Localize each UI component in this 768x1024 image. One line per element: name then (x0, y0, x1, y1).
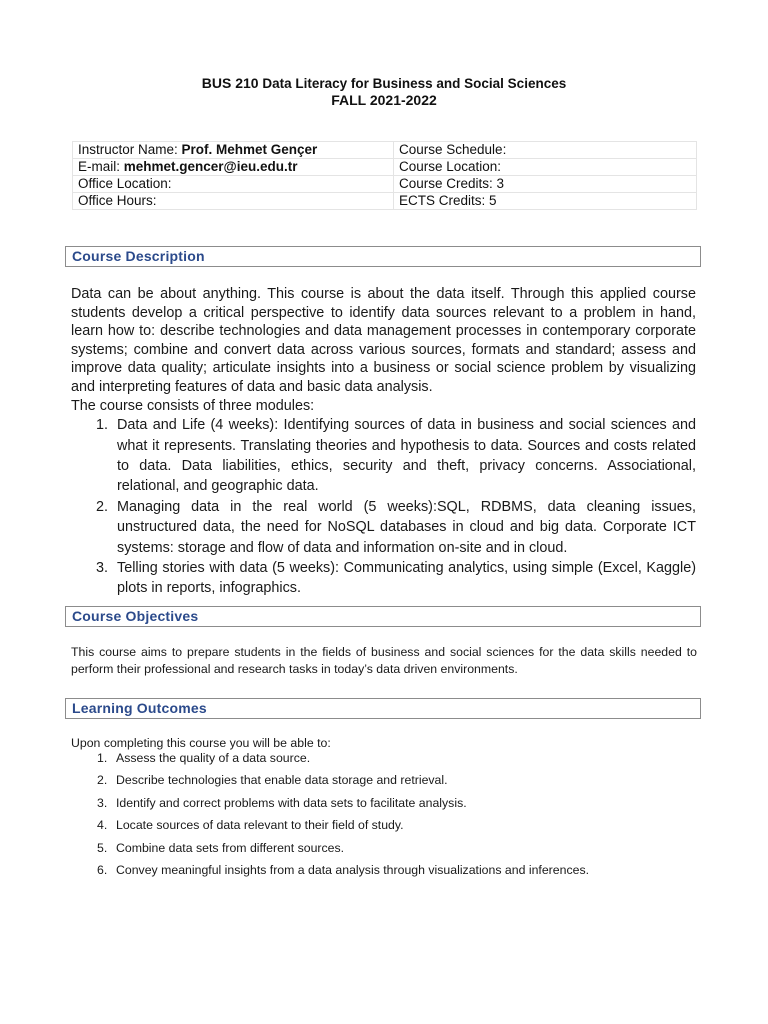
email-value[interactable]: mehmet.gencer@ieu.edu.tr (123, 159, 298, 174)
instructor-name-label: Instructor Name: (78, 142, 182, 157)
office-location-cell (73, 176, 394, 193)
course-schedule-cell (394, 142, 697, 159)
list-number: 1. (96, 417, 109, 434)
office-location-label: Office Location: (78, 176, 172, 191)
list-number: 1. (97, 751, 108, 765)
course-description-body (71, 285, 696, 599)
ects-credits-cell (394, 193, 697, 210)
list-item (71, 497, 696, 558)
list-item (71, 796, 697, 819)
outcome-text: Describe technologies that enable data storage and retrieval. (116, 773, 448, 787)
list-item (71, 863, 697, 886)
course-credits-label: Course Credits: (399, 176, 497, 191)
course-name: Data Literacy for Business and Social Sciences (262, 76, 567, 91)
list-number: 3. (96, 560, 109, 576)
instructor-name-cell (73, 142, 394, 159)
list-number: 4. (97, 818, 108, 833)
outcome-text: Assess the quality of a data source. (116, 751, 311, 765)
course-code: BUS 210 (201, 75, 259, 91)
list-number: 2. (97, 773, 108, 787)
module-text: Telling stories with data (5 weeks): Communicating analytics, using simple (Excel, Kaggle) plots in reports, infographics. (117, 560, 696, 597)
list-number: 6. (97, 863, 108, 878)
course-description-heading: Course Description (65, 246, 701, 267)
ects-credits-value: 5 (489, 193, 497, 208)
table-row (73, 176, 697, 193)
module-text: Data and Life (4 weeks): Identifying sources of data in business and social sciences and what it represents. Translating theories and hypothesis to data. Sources and costs related to data. Data liabilities, ethics, security and theft, privacy concerns. Associational, relational, and geographic data. (117, 417, 696, 495)
modules-list (71, 415, 696, 599)
learning-outcomes-list (71, 751, 697, 886)
course-description-paragraph: Data can be about anything. This course is about the data itself. Through this applied course students develop a critical perspective to identify data sources relevant to a problem in hand, learn how to: describe technologies and data management processes in contemporary corporate systems; combine and convert data across various sources, formats and standard; assess and improve data quality; articulate insights into a business or social science problem by visualizing and interpreting features of data and basic data analysis. (71, 286, 696, 395)
course-objectives-heading: Course Objectives (65, 606, 701, 627)
course-objectives-paragraph: This course aims to prepare students in the fields of business and social sciences for the data skills needed to perform their professional and research tasks in today’s data driven environments. (71, 645, 697, 676)
email-label: E-mail: (78, 159, 124, 174)
learning-outcomes-body (71, 736, 697, 886)
list-number: 3. (97, 795, 108, 810)
instructor-name-value: Prof. Mehmet Gençer (181, 142, 318, 157)
ects-credits-label: ECTS Credits: (399, 193, 490, 208)
office-hours-cell (73, 193, 394, 210)
learning-outcomes-intro: Upon completing this course you will be able to: (71, 736, 331, 750)
course-schedule-label: Course Schedule: (399, 142, 507, 157)
list-item (71, 841, 697, 864)
office-hours-label: Office Hours: (78, 193, 157, 208)
course-location-label: Course Location: (399, 159, 502, 174)
learning-outcomes-heading: Learning Outcomes (65, 698, 701, 719)
list-item (71, 558, 696, 599)
email-cell (73, 159, 394, 176)
outcome-text: Convey meaningful insights from a data analysis through visualizations and inferences. (116, 863, 590, 878)
course-credits-value: 3 (496, 176, 505, 191)
modules-intro: The course consists of three modules: (71, 397, 315, 414)
list-item (71, 773, 697, 796)
outcome-text: Combine data sets from different sources. (116, 840, 345, 855)
document-title (0, 75, 768, 109)
table-row (73, 159, 697, 176)
list-item (71, 751, 697, 773)
table-row (73, 142, 697, 159)
list-item (71, 415, 696, 497)
outcome-text: Identify and correct problems with data sets to facilitate analysis. (116, 795, 467, 810)
course-location-cell (394, 159, 697, 176)
course-title-line (0, 75, 768, 92)
outcome-text: Locate sources of data relevant to their field of study. (116, 818, 404, 833)
module-text: Managing data in the real world (5 weeks):SQL, RDBMS, data cleaning issues, unstructured data, the need for NoSQL databases in cloud and big data. Corporate ICT systems: storage and flow of data and information on-site and in cloud. (117, 498, 696, 556)
list-item (71, 818, 697, 841)
table-row (73, 193, 697, 210)
list-number: 5. (97, 840, 108, 855)
list-number: 2. (96, 498, 109, 515)
course-credits-cell (394, 176, 697, 193)
course-term: FALL 2021-2022 (331, 92, 437, 108)
course-info-table (72, 141, 697, 210)
